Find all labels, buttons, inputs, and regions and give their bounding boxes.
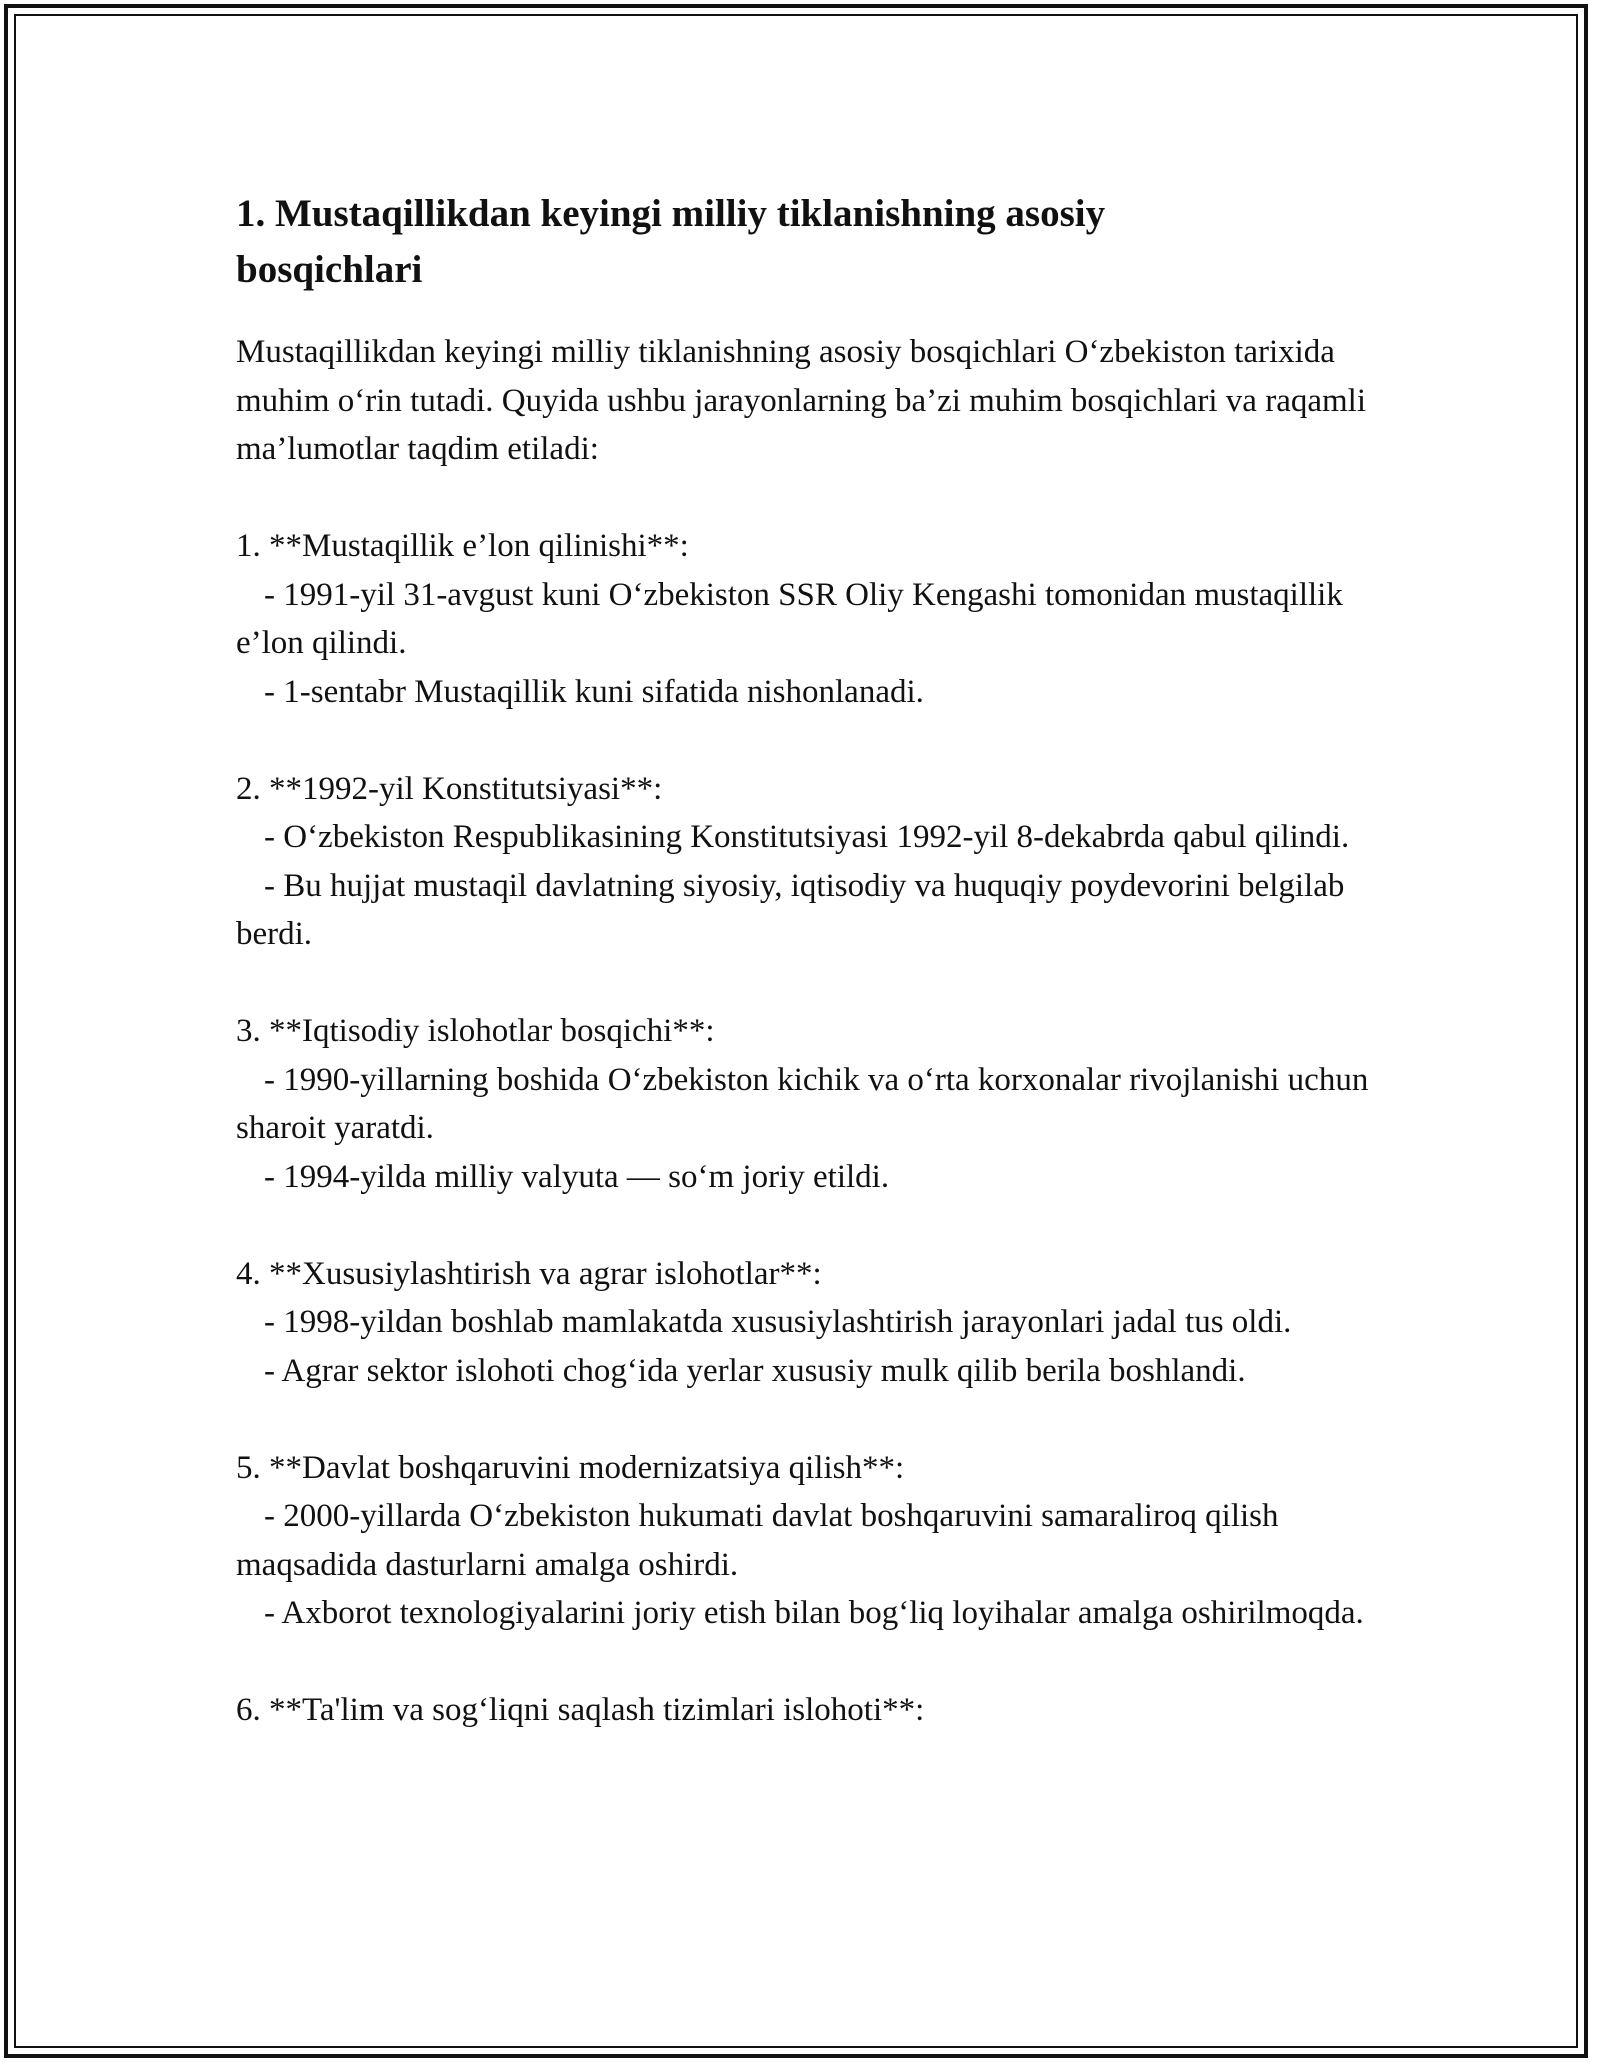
section-heading: 1. **Mustaqillik e’lon qilinishi**: xyxy=(236,528,689,564)
section-item: - Agrar sektor islohoti chog‘ida yerlar xususiy mulk qilib berila boshlandi. xyxy=(264,1352,1246,1389)
section-item: - 1994-yilda milliy valyuta — so‘m joriy etildi. xyxy=(264,1158,890,1195)
section-3 xyxy=(236,1007,1376,1201)
section-item: - Axborot texnologiyalarini joriy etish bilan bog‘liq loyihalar amalga oshirilmoqda. xyxy=(264,1595,1364,1631)
document-title: 1. Mustaqillikdan keyingi milliy tiklanishning asosiy bosqichlari xyxy=(236,192,1106,291)
document-body xyxy=(236,186,1376,1783)
intro-paragraph: Mustaqillikdan keyingi milliy tiklanishning asosiy bosqichlari O‘zbekiston tarixida muhim o‘rin tutadi. Quyida ushbu jarayonlarning ba’zi muhim bosqichlari va raqamli ma’lumotlar taqdim etiladi: xyxy=(236,334,1366,467)
section-2 xyxy=(236,765,1376,959)
section-item: - 1998-yildan boshlab mamlakatda xususiylashtirish jarayonlari jadal tus oldi. xyxy=(264,1304,1292,1340)
section-4 xyxy=(236,1250,1376,1396)
section-6 xyxy=(236,1686,1376,1735)
section-item: - Bu hujjat mustaqil davlatning siyosiy, iqtisodiy va huquqiy poydevorini belgilab berdi. xyxy=(236,867,1345,952)
section-item: - O‘zbekiston Respublikasining Konstitutsiyasi 1992-yil 8-dekabrda qabul qilindi. xyxy=(264,819,1350,855)
section-item: - 2000-yillarda O‘zbekiston hukumati davlat boshqaruvini samaraliroq qilish maqsadida dasturlarni amalga oshirdi. xyxy=(236,1498,1279,1583)
section-heading: 5. **Davlat boshqaruvini modernizatsiya qilish**: xyxy=(236,1449,905,1486)
section-5 xyxy=(236,1444,1376,1638)
section-heading: 4. **Xususiylashtirish va agrar islohotlar**: xyxy=(236,1255,822,1292)
section-item: - 1-sentabr Mustaqillik kuni sifatida nishonlanadi. xyxy=(264,673,924,710)
section-1 xyxy=(236,522,1376,716)
section-heading: 3. **Iqtisodiy islohotlar bosqichi**: xyxy=(236,1013,715,1049)
section-heading: 2. **1992-yil Konstitutsiyasi**: xyxy=(236,770,663,807)
section-heading: 6. **Ta'lim va sog‘liqni saqlash tizimlari islohoti**: xyxy=(236,1692,925,1728)
section-item: - 1991-yil 31-avgust kuni O‘zbekiston SSR Oliy Kengashi tomonidan mustaqillik e’lon qilindi. xyxy=(236,576,1343,661)
section-item: - 1990-yillarning boshida O‘zbekiston kichik va o‘rta korxonalar rivojlanishi uchun sharoit yaratdi. xyxy=(236,1061,1369,1146)
